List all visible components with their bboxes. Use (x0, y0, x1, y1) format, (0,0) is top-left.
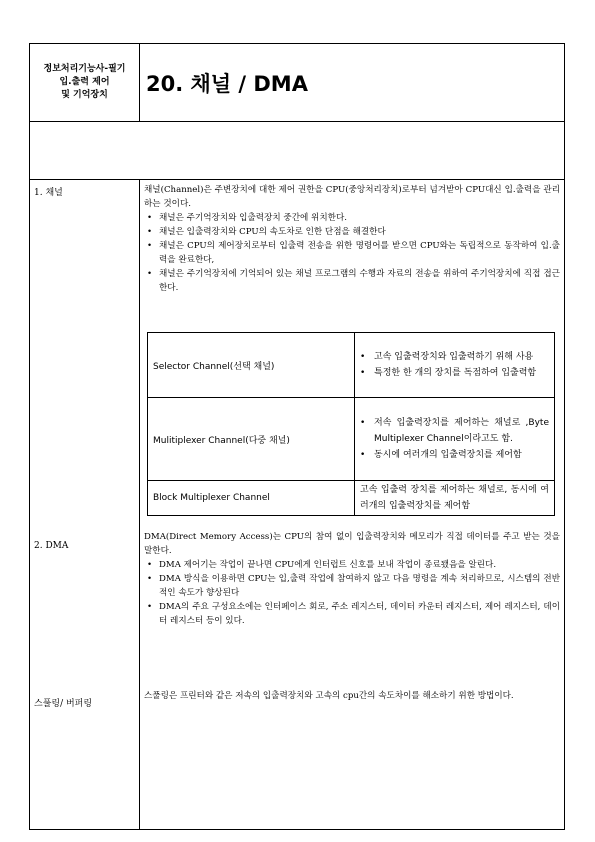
channel-name: Block Multiplexer Channel (148, 481, 355, 516)
dma-bullets (144, 558, 560, 628)
blank-row (30, 122, 564, 180)
channel-name: Selector Channel(선택 채널) (148, 333, 355, 398)
worksheet (29, 43, 565, 830)
list-item: • 채널은 주기억장치와 입출력장치 중간에 위치한다. (144, 211, 560, 225)
channel-desc (355, 333, 555, 398)
list-item: • DMA 방식을 이용하면 CPU는 입,출력 작업에 참여하지 않고 다음 명령을 계속 처리하므로, 시스템의 전반적인 속도가 향상된다 (144, 572, 560, 600)
channel-bullets (144, 211, 560, 295)
subject-line-3: 및 기억장치 (61, 90, 108, 100)
table-row (148, 333, 555, 398)
list-item: • 저속 입출력장치를 제어하는 채널로 ,Byte Multiplexer Channel이라고도 함. (360, 415, 549, 447)
list-item: • 채널은 입출력장치와 CPU의 속도차로 인한 단점을 해결한다 (144, 225, 560, 239)
list-item: • 채널은 주기억장치에 기억되어 있는 채널 프로그램의 수행과 자료의 전송을 위하여 주기억장치에 직접 접근한다. (144, 267, 560, 295)
channel-table (147, 332, 555, 516)
channel-desc: 고속 입출력 장치를 제어하는 채널로, 동시에 여러개의 입출력장치를 제어함 (355, 481, 555, 516)
table-row (148, 481, 555, 516)
section-label-dma: 2. DMA (34, 541, 69, 551)
channel-intro: 채널(Channel)은 주변장치에 대한 제어 권한을 CPU(중앙처리장치)로부터 넘겨받아 CPU대신 입.출력을 관리하는 것이다. (144, 185, 560, 209)
list-item: • DMA의 주요 구성요소에는 인터페이스 회로, 주소 레지스터, 데이터 카운터 레지스터, 제어 레지스터, 데이터 레지스터 등이 있다. (144, 600, 560, 628)
channel-desc (355, 398, 555, 481)
table-row (148, 398, 555, 481)
channel-content (144, 183, 560, 295)
channel-name: Mulitiplexer Channel(다중 채널) (148, 398, 355, 481)
list-item: • 고속 입출력장치와 입출력하기 위해 사용 (360, 349, 549, 365)
section-label-channel: 1. 채널 (34, 188, 63, 198)
list-item: • 특정한 한 개의 장치를 독점하여 입출력함 (360, 365, 549, 381)
section-label-spooling: 스풀링/ 버퍼링 (34, 699, 93, 709)
list-item: • DMA 제어기는 작업이 끝나면 CPU에게 인터럽트 신호를 보내 작업이 종료됐음을 알린다. (144, 558, 560, 572)
label-column (30, 180, 140, 829)
subject-cell (30, 44, 140, 122)
spooling-content: 스풀링은 프린터와 같은 저속의 입출력장치와 고속의 cpu간의 속도차이를 해소하기 위한 방법이다. (144, 691, 514, 701)
page-title: 20. 채널 / DMA (140, 44, 564, 122)
dma-content (144, 530, 560, 628)
list-item: • 동시에 여러개의 입출력장치를 제어함 (360, 447, 549, 463)
list-item: • 채널은 CPU의 제어장치로부터 입출력 전송을 위한 명령어를 받으면 CPU와는 독립적으로 동작하여 입.출력을 완료한다, (144, 239, 560, 267)
dma-intro: DMA(Direct Memory Access)는 CPU의 참여 없이 입출력장치와 메모리가 직접 데이터를 주고 받는 것을 말한다. (144, 532, 560, 556)
subject-line-2: 입.출력 제어 (59, 77, 110, 87)
subject-line-1: 정보처리기능사-필기 (43, 64, 126, 74)
